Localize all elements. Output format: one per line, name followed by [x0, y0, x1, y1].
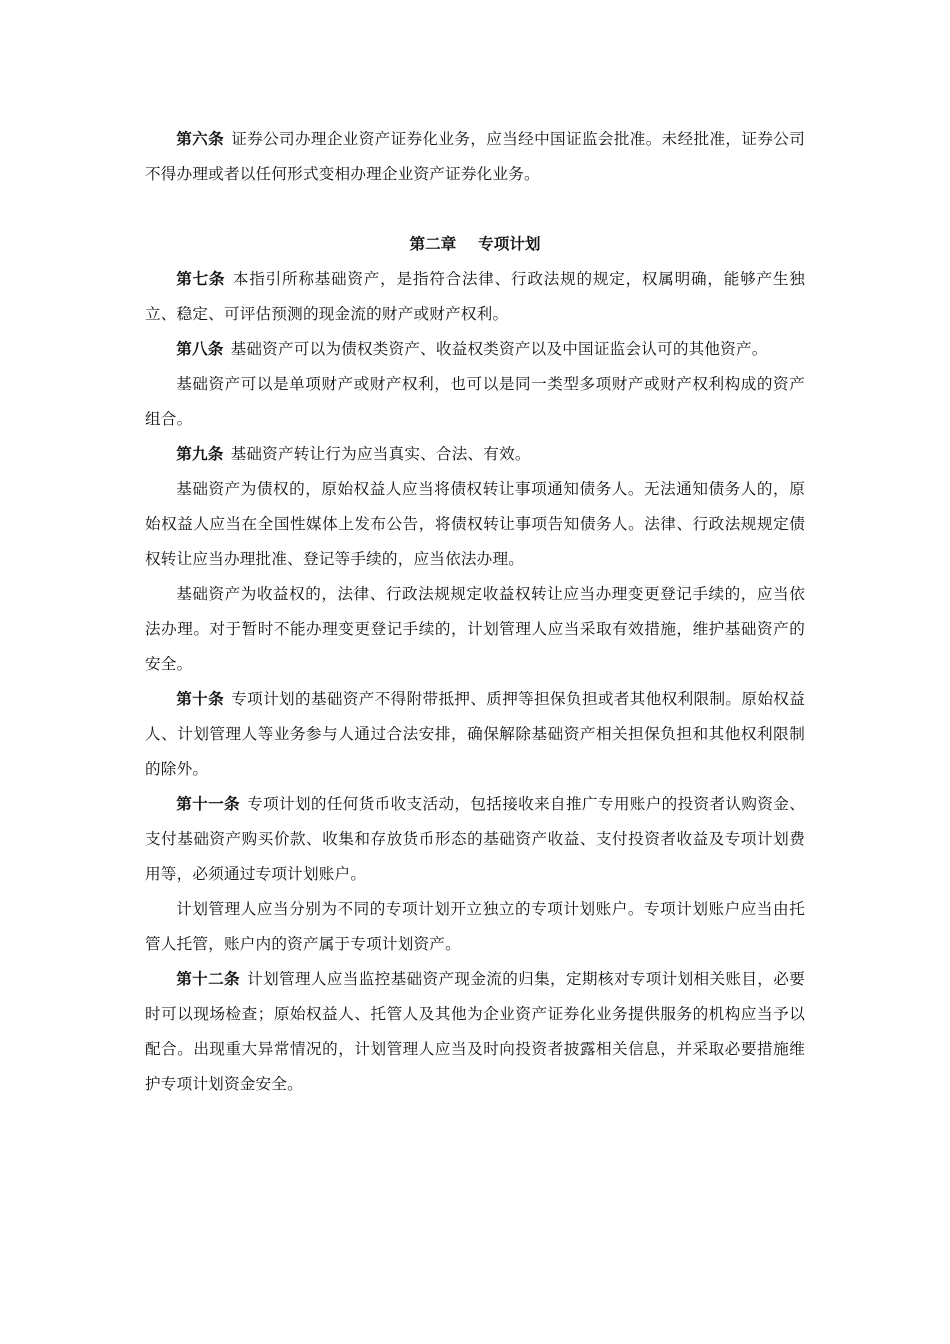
article-10-text: 专项计划的基础资产不得附带抵押、质押等担保负担或者其他权利限制。原始权益人、计划管理人等业务参与人通过合法安排，确保解除基础资产相关担保负担和其他权利限制的除外。 — [145, 690, 806, 778]
article-9-text-2: 基础资产为债权的，原始权益人应当将债权转让事项通知债务人。无法通知债务人的，原始权益人应当在全国性媒体上发布公告，将债权转让事项告知债务人。法律、行政法规规定债权转让应当办理批准、登记等手续的，应当依法办理。 — [145, 480, 805, 568]
article-11-paragraph — [145, 787, 805, 892]
article-11-text-2: 计划管理人应当分别为不同的专项计划开立独立的专项计划账户。专项计划账户应当由托管人托管，账户内的资产属于专项计划资产。 — [145, 900, 805, 953]
article-11-text: 专项计划的任何货币收支活动，包括接收来自推广专用账户的投资者认购资金、支付基础资产购买价款、收集和存放货币形态的基础资产收益、支付投资者收益及专项计划费用等，必须通过专项计划账户。 — [145, 795, 805, 883]
article-10-heading: 第十条 — [176, 690, 225, 708]
chapter-title: 专项计划 — [478, 235, 541, 253]
article-11-paragraph-2 — [145, 892, 805, 962]
article-9-paragraph — [145, 437, 805, 472]
article-8-text: 基础资产可以为债权类资产、收益权类资产以及中国证监会认可的其他资产。 — [230, 340, 768, 358]
article-6-text: 证券公司办理企业资产证券化业务，应当经中国证监会批准。未经批准，证券公司不得办理或者以任何形式变相办理企业资产证券化业务。 — [145, 130, 806, 183]
article-6-heading: 第六条 — [176, 130, 225, 148]
article-12-paragraph — [145, 962, 805, 1102]
article-7-text: 本指引所称基础资产，是指符合法律、行政法规的规定，权属明确，能够产生独立、稳定、可评估预测的现金流的财产或财产权利。 — [145, 270, 805, 323]
article-8-text-2: 基础资产可以是单项财产或财产权利，也可以是同一类型多项财产或财产权利构成的资产组合。 — [145, 375, 805, 428]
article-9-heading: 第九条 — [176, 445, 224, 463]
article-6-paragraph — [145, 122, 805, 192]
document-body — [145, 122, 805, 1102]
article-12-text: 计划管理人应当监控基础资产现金流的归集，定期核对专项计划相关账目，必要时可以现场检查；原始权益人、托管人及其他为企业资产证券化业务提供服务的机构应当予以配合。出现重大异常情况的，计划管理人应当及时向投资者披露相关信息，并采取必要措施维护专项计划资金安全。 — [145, 970, 805, 1093]
article-9-paragraph-3 — [145, 577, 805, 682]
article-12-heading: 第十二条 — [176, 970, 240, 988]
article-7-heading: 第七条 — [176, 270, 226, 288]
chapter-heading — [145, 192, 805, 262]
article-9-paragraph-2 — [145, 472, 805, 577]
article-7-paragraph — [145, 262, 805, 332]
article-8-heading: 第八条 — [176, 340, 224, 358]
article-9-text: 基础资产转让行为应当真实、合法、有效。 — [230, 445, 531, 463]
article-8-paragraph — [145, 332, 805, 367]
article-10-paragraph — [145, 682, 805, 787]
article-8-paragraph-2 — [145, 367, 805, 437]
article-9-text-3: 基础资产为收益权的，法律、行政法规规定收益权转让应当办理变更登记手续的，应当依法办理。对于暂时不能办理变更登记手续的，计划管理人应当采取有效措施，维护基础资产的安全。 — [145, 585, 805, 673]
article-11-heading: 第十一条 — [176, 795, 240, 813]
chapter-number: 第二章 — [409, 235, 457, 253]
